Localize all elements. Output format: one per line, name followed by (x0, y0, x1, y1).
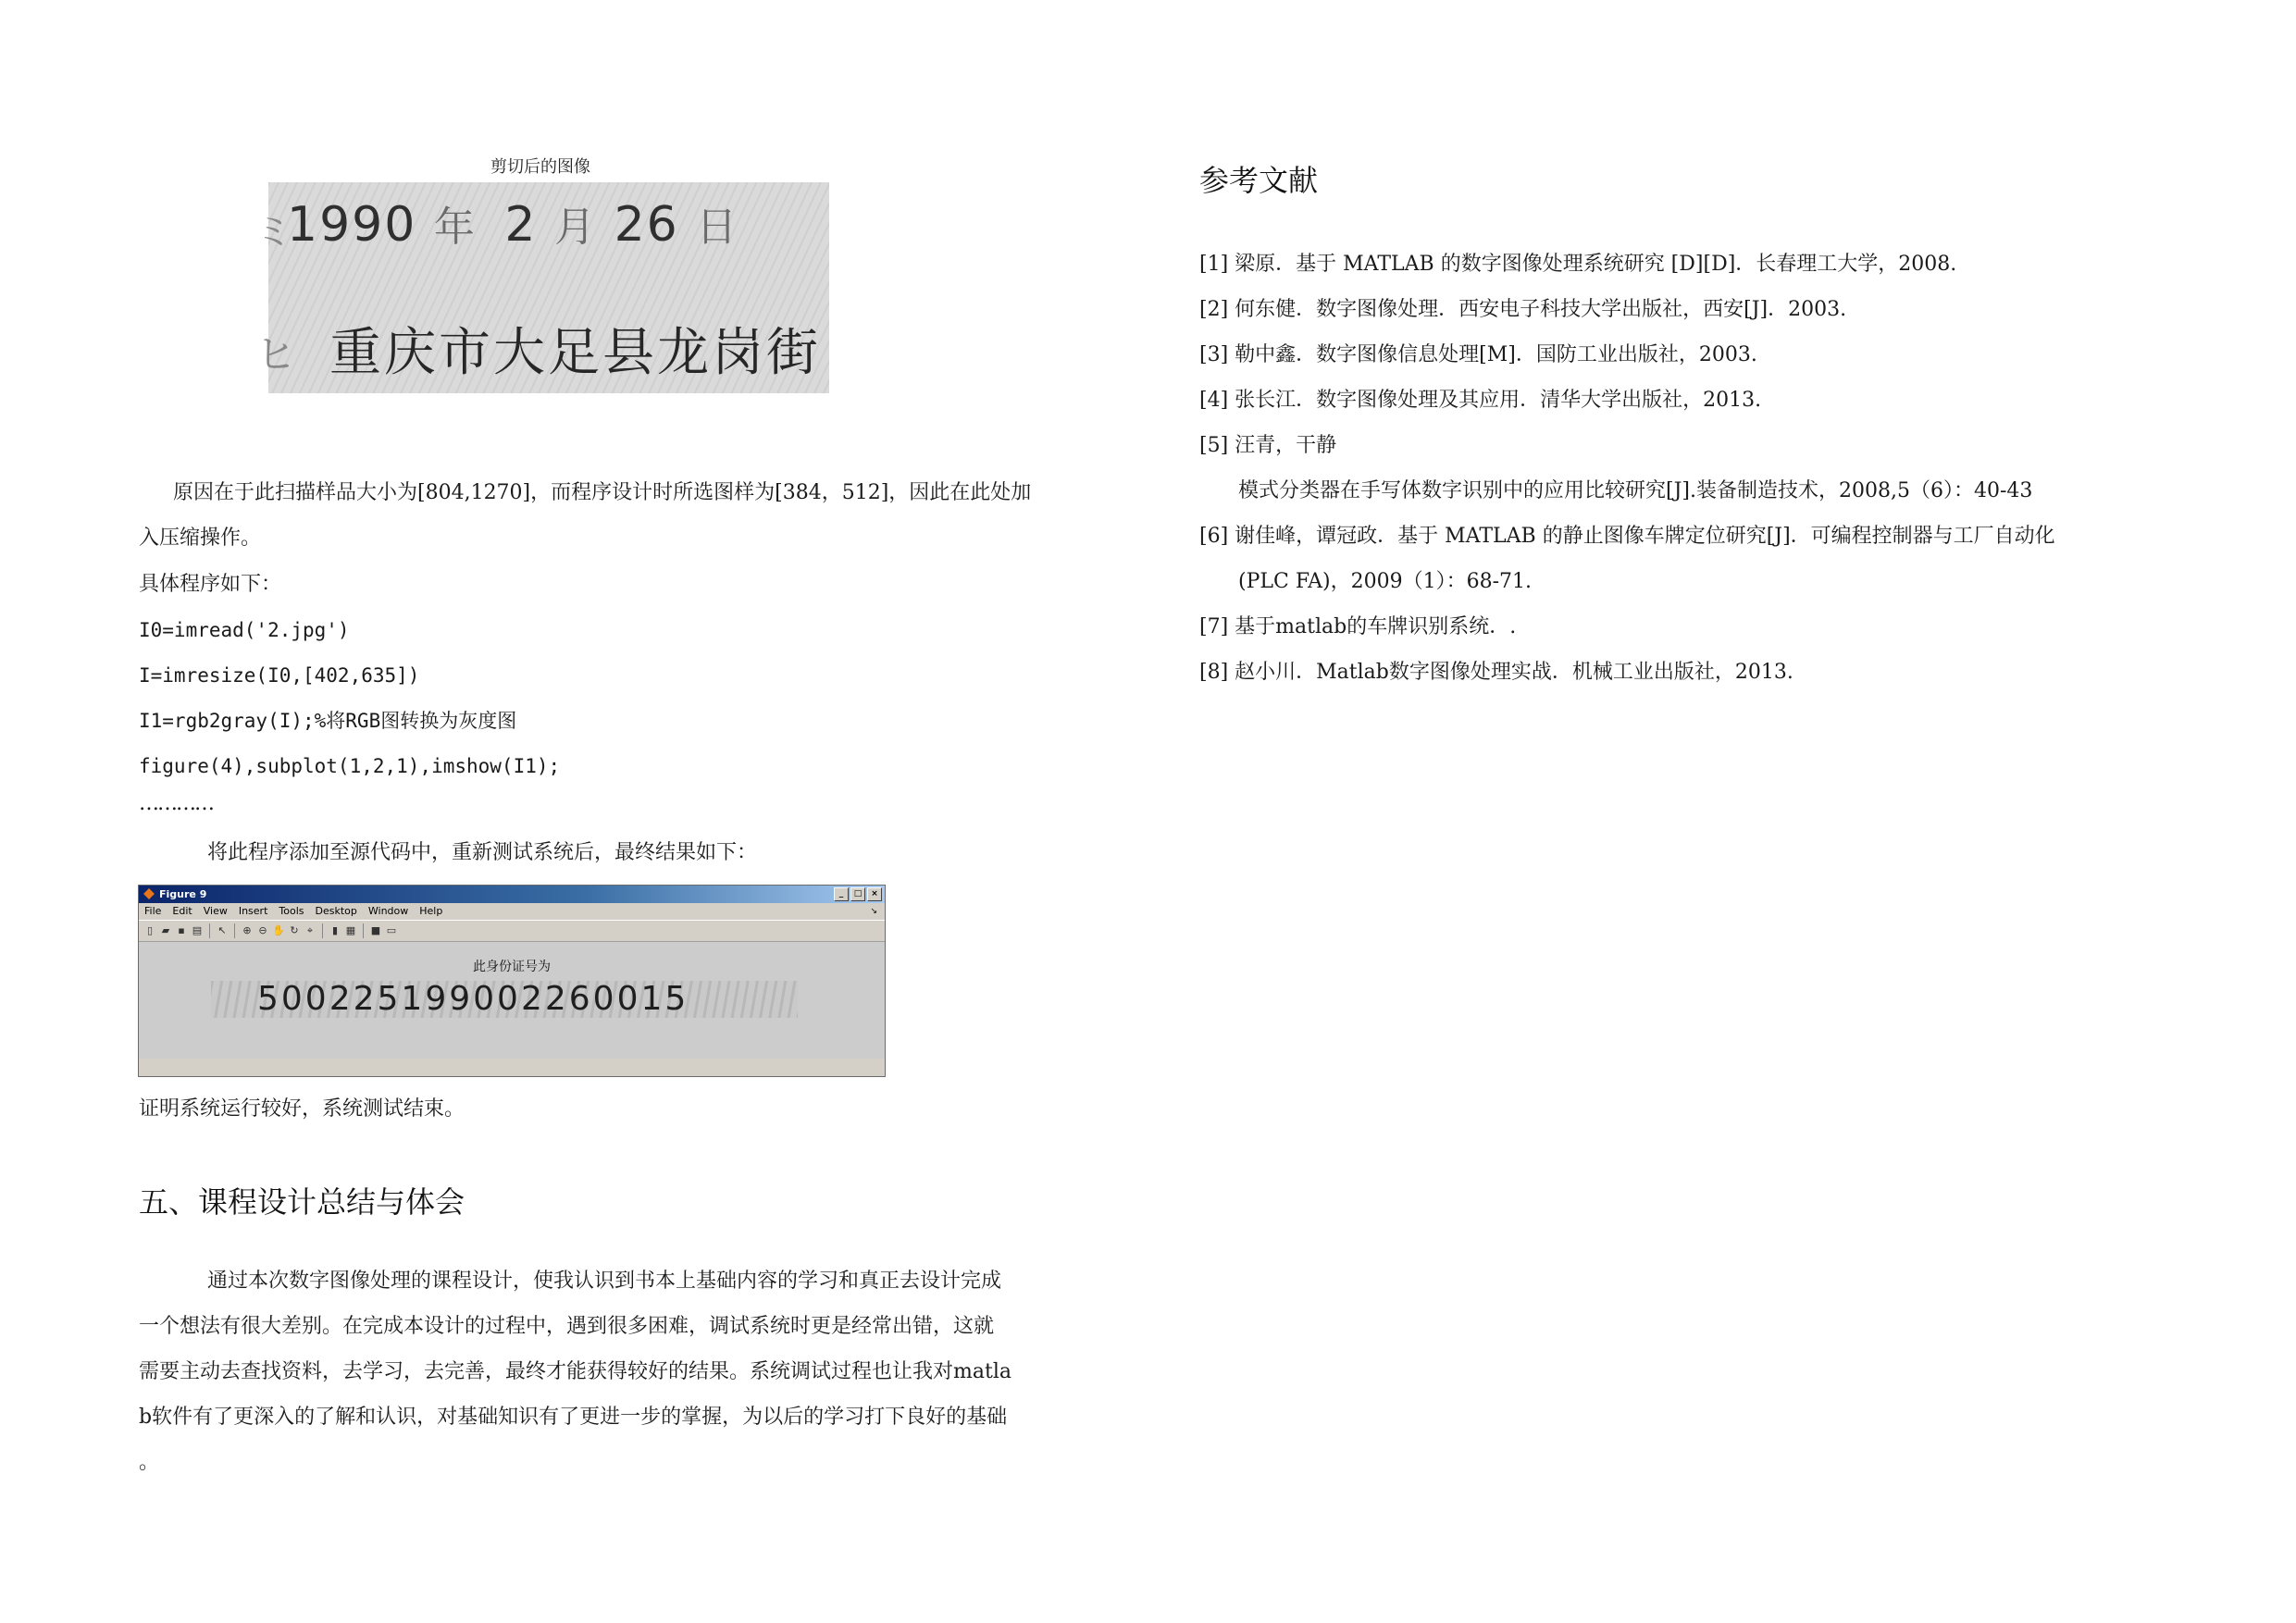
zoom-out-icon[interactable]: ⊖ (258, 924, 267, 936)
id-number-image: 500225199002260015 (211, 981, 798, 1018)
section-heading: 五、课程设计总结与体会 (139, 1184, 465, 1220)
reference-item: [6] 谢佳峰，谭冠政．基于 MATLAB 的静止图像车牌定位研究[J]．可编程控制器与工厂自动化 (1199, 525, 2055, 548)
reference-item: [8] 赵小川．Matlab数字图像处理实战．机械工业出版社，2013. (1199, 661, 1793, 684)
summary-line: 一个想法有很大差别。在完成本设计的过程中，遇到很多困难，调试系统时更是经常出错，这就 (139, 1315, 995, 1338)
close-icon[interactable]: × (867, 887, 882, 901)
summary-line: 通过本次数字图像处理的课程设计，使我认识到书本上基础内容的学习和真正去设计完成 (207, 1270, 1002, 1293)
show-tools-icon[interactable]: ▭ (386, 924, 397, 936)
code-line: I0=imread('2.jpg') (139, 619, 350, 641)
paragraph-line: 将此程序添加至源代码中，重新测试系统后，最终结果如下： (207, 841, 758, 864)
matlab-logo-icon (143, 888, 155, 899)
menu-view[interactable]: View (203, 905, 228, 917)
window-title: Figure 9 (159, 888, 207, 900)
reference-item: [1] 梁原．基于 MATLAB 的数字图像处理系统研究 [D][D]．长春理工大学，2008. (1199, 253, 1957, 276)
date-year-value: 1990 (287, 197, 417, 253)
paragraph-line: 原因在于此扫描样品大小为[804,1270]，而程序设计时所选图样为[384，512]，因此在此处加 (173, 481, 1032, 504)
month-char: 月 (554, 204, 598, 251)
figure-caption: 剪切后的图像 (490, 157, 590, 177)
plot-title: 此身份证号为 (473, 960, 551, 974)
program-intro: 具体程序如下： (139, 573, 282, 596)
menu-tools[interactable]: Tools (279, 905, 304, 917)
menu-bar (139, 903, 885, 920)
reference-item: [3] 勒中鑫．数字图像信息处理[M]．国防工业出版社，2003. (1199, 343, 1757, 366)
data-cursor-icon[interactable]: ⌖ (306, 924, 314, 936)
menu-desktop[interactable]: Desktop (315, 905, 357, 917)
year-char: 年 (433, 204, 477, 251)
references-heading: 参考文献 (1199, 163, 1319, 198)
plot-area (139, 942, 885, 1059)
dock-arrow-icon[interactable]: ↘ (870, 907, 877, 916)
open-file-icon[interactable]: ▰ (161, 924, 170, 936)
date-day-value: 26 (614, 197, 679, 253)
paragraph-line: 入压缩操作。 (139, 527, 262, 550)
code-line: I=imresize(I0,[402,635]) (139, 664, 420, 687)
new-figure-icon[interactable]: ▯ (146, 924, 154, 936)
maximize-icon[interactable]: □ (850, 887, 865, 901)
print-icon[interactable]: ▤ (192, 924, 203, 936)
date-month-value: 2 (504, 197, 538, 253)
legend-icon[interactable]: ▦ (345, 924, 356, 936)
zoom-in-icon[interactable]: ⊕ (242, 924, 252, 936)
toolbar (139, 920, 885, 942)
menu-edit[interactable]: Edit (172, 905, 192, 917)
rotate-icon[interactable]: ↻ (290, 924, 299, 936)
paragraph-line: 证明系统运行较好，系统测试结束。 (139, 1097, 465, 1121)
matlab-figure-window (138, 885, 886, 1077)
reference-item: [2] 何东健．数字图像处理．西安电子科技大学出版社，西安[J]．2003. (1199, 298, 1847, 321)
reference-item-continued: (PLC FA)，2009（1）：68-71. (1238, 570, 1533, 593)
code-line: figure(4),subplot(1,2,1),imshow(I1); (139, 755, 561, 777)
save-icon[interactable]: ▪ (178, 924, 185, 936)
address-line: 重庆市大足县龙岗街 (329, 323, 821, 383)
hide-tools-icon[interactable]: ■ (370, 924, 381, 936)
reference-item: [7] 基于matlab的车牌识别系统．. (1199, 615, 1517, 638)
day-char: 日 (696, 204, 739, 251)
colorbar-icon[interactable]: ▮ (331, 924, 339, 936)
reference-item: [4] 张长江．数字图像处理及其应用．清华大学出版社，2013. (1199, 389, 1762, 412)
reference-item-continued: 模式分类器在手写体数字识别中的应用比较研究[J].装备制造技术，2008,5（6）：40-43 (1238, 479, 2033, 502)
pointer-icon[interactable]: ↖ (217, 924, 227, 936)
window-titlebar (139, 886, 885, 903)
menu-window[interactable]: Window (367, 905, 409, 917)
summary-line: 需要主动去查找资料，去学习，去完善，最终才能获得较好的结果。系统调试过程也让我对matla (139, 1360, 1011, 1383)
pan-icon[interactable]: ✋ (272, 924, 285, 936)
minimize-icon[interactable]: _ (834, 887, 849, 901)
menu-help[interactable]: Help (419, 905, 443, 917)
summary-line: 。 (139, 1451, 160, 1474)
summary-line: b软件有了更深入的了解和认识，对基础知识有了更进一步的掌握，为以后的学习打下良好的基础 (139, 1406, 1008, 1429)
cropped-id-image: ミ 1990 年 2 月 26 日 ヒ 重庆市大足县龙岗街 (268, 182, 829, 393)
menu-file[interactable]: File (144, 905, 162, 917)
code-ellipsis: ………… (139, 792, 213, 815)
menu-insert[interactable]: Insert (238, 905, 268, 917)
reference-item: [5] 汪青，干静 (1199, 434, 1337, 457)
code-line: I1=rgb2gray(I);%将RGB图转换为灰度图 (139, 710, 517, 732)
